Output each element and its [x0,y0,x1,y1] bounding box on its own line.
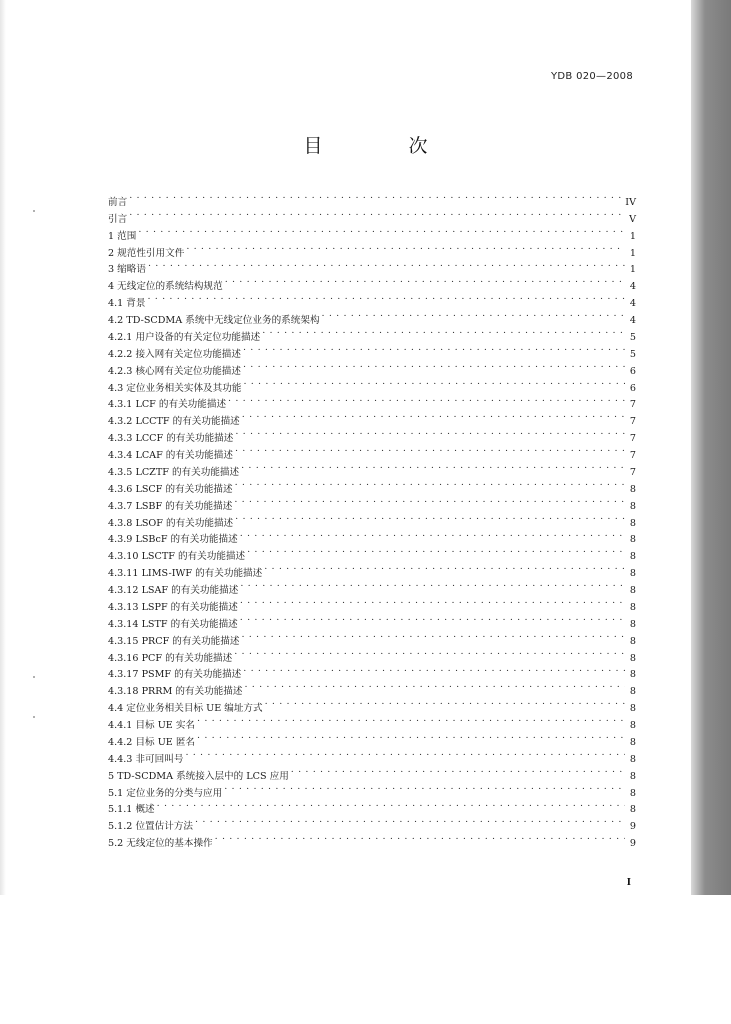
toc-entry-label: 4.2 TD-SCDMA 系统中无线定位业务的系统架构 [108,315,320,326]
toc-entry-label: 4.4 定位业务相关目标 UE 编址方式 [108,703,263,715]
toc-dot-leader [262,323,625,340]
toc-entry[interactable] [108,272,636,293]
toc-dot-leader [241,458,625,475]
toc-entry[interactable] [108,205,636,225]
document-code: YDB 020—2008 [551,71,633,82]
toc-entry-label: 4.4.1 目标 UE 实名 [108,720,196,731]
toc-entry-label: 4.3.14 LSTF 的有关功能描述 [108,618,238,630]
toc-entry-label: 5.2 无线定位的基本操作 [108,838,213,850]
toc-dot-leader [197,711,625,728]
toc-entry-label: 4.3.9 LSBcF 的有关功能描述 [108,534,238,546]
toc-entry-label: 4.3.2 LCCTF 的有关功能描述 [108,416,240,428]
toc-entry-label: 4.4.3 非可回叫号 [108,753,184,765]
scan-speck [33,716,35,718]
toc-entry-label: 4.3.6 LSCF 的有关功能描述 [108,483,233,495]
toc-entry-label: 4.1 背景 [108,298,146,310]
toc-dot-leader [186,239,625,256]
toc-entry-page: 8 [629,753,636,765]
toc-entry-label: 2 规范性引用文件 [108,247,185,259]
toc-dot-leader [235,475,625,492]
toc-dot-leader [148,289,626,306]
toc-entry-label: 4 无线定位的系统结构规范 [108,281,223,293]
toc-entry[interactable] [108,306,636,326]
toc-dot-leader [225,272,625,289]
toc-entry-label: 5.1.2 位置估计方法 [108,821,194,833]
toc-entry-label: 4.3.17 PSMF 的有关功能描述 [108,669,242,681]
toc-dot-leader [242,407,625,424]
toc-entry-label: 前言 [108,196,128,208]
toc-entry-page: 8 [629,787,636,799]
toc-entry-page: 7 [629,450,636,461]
toc-entry[interactable] [108,762,636,782]
toc-entry-page: 8 [629,483,636,495]
toc-dot-leader [243,357,625,374]
toc-entry-page: 4 [629,281,636,293]
toc-dot-leader [138,222,625,239]
toc-dot-leader [185,745,625,762]
toc-entry-page: 6 [629,365,636,377]
toc-entry-page: 8 [629,804,636,816]
toc-entry-label: 4.3.18 PRRM 的有关功能描述 [108,686,243,698]
toc-dot-leader [265,694,625,711]
toc-entry[interactable] [108,188,636,208]
toc-entry-page: 7 [629,433,636,445]
toc-dot-leader [264,559,625,576]
toc-dot-leader [240,593,625,610]
toc-dot-leader [234,492,625,509]
toc-entry-page: 8 [629,736,636,748]
toc-entry[interactable] [108,239,636,259]
table-of-contents [108,188,636,850]
toc-entry-page: 1 [629,264,636,276]
toc-entry-label: 4.2.1 用户设备的有关定位功能描述 [108,331,261,343]
toc-entry-label: 1 范围 [108,230,137,242]
toc-entry-label: 4.3.10 LSCTF 的有关功能描述 [108,551,246,563]
toc-dot-leader [243,661,625,678]
toc-dot-leader [243,340,625,357]
toc-dot-leader [148,256,625,273]
toc-entry-page: 8 [629,551,636,563]
toc-dot-leader [235,509,625,526]
toc-dot-leader [235,441,625,458]
toc-entry-label: 4.4.2 目标 UE 匿名 [108,736,196,748]
toc-entry-page: 8 [629,568,636,580]
toc-dot-leader [215,829,625,846]
toc-title: 目 次 [303,135,468,157]
toc-entry-page: 6 [629,382,636,394]
toc-entry-page: 9 [629,838,636,850]
toc-entry-page: 8 [629,703,636,715]
toc-entry-label: 引言 [108,213,128,225]
toc-entry-page: 8 [629,635,636,647]
toc-dot-leader [240,610,625,627]
toc-dot-leader [240,576,625,593]
toc-entry[interactable] [108,256,636,276]
toc-entry-label: 4.3.11 LIMS-IWF 的有关功能描述 [108,568,263,580]
toc-entry-label: 4.2.3 核心网有关定位功能描述 [108,365,241,377]
toc-entry-label: 4.3.13 LSPF 的有关功能描述 [108,601,238,613]
toc-entry-label: 4.3.4 LCAF 的有关功能描述 [108,450,233,461]
toc-entry-label: 4.3.8 LSOF 的有关功能描述 [108,517,234,529]
toc-entry-page: 1 [629,230,636,242]
toc-entry-page: 8 [629,534,636,546]
toc-entry-page: 8 [629,585,636,596]
toc-entry-page: 8 [629,669,636,681]
toc-dot-leader [157,796,625,813]
toc-entry-page: 9 [629,821,636,833]
toc-dot-leader [291,762,625,779]
toc-entry-page: 8 [629,770,636,782]
toc-entry-label: 5 TD-SCDMA 系统接入层中的 LCS 应用 [108,770,289,782]
toc-entry-label: 3 缩略语 [108,264,146,276]
toc-entry-label: 4.2.2 接入网有关定位功能描述 [108,348,241,360]
toc-dot-leader [129,188,622,205]
toc-entry-page: 4 [629,298,636,310]
toc-dot-leader [129,205,625,222]
toc-entry-label: 4.3.16 PCF 的有关功能描述 [108,652,233,664]
toc-entry-label: 4.3.3 LCCF 的有关功能描述 [108,433,234,445]
toc-dot-leader [195,812,625,829]
toc-entry[interactable] [108,289,636,310]
toc-entry[interactable] [108,745,636,765]
toc-entry[interactable] [108,812,636,833]
toc-dot-leader [197,728,625,745]
toc-dot-leader [241,627,625,644]
page-number: I [626,878,631,888]
toc-entry-page: 8 [629,686,636,698]
toc-entry-page: 4 [629,315,636,326]
toc-entry-label: 4.3.15 PRCF 的有关功能描述 [108,635,240,647]
toc-dot-leader [228,391,625,408]
toc-dot-leader [224,779,625,796]
toc-entry-label: 5.1.1 概述 [108,804,155,816]
toc-dot-leader [240,526,625,543]
toc-dot-leader [234,644,625,661]
scan-speck [33,210,35,212]
toc-entry-page: 7 [629,399,636,411]
toc-entry-label: 4.3.7 LSBF 的有关功能描述 [108,500,233,512]
scan-speck [33,676,35,678]
toc-entry-label: 4.3.5 LCZTF 的有关功能描述 [108,466,240,478]
toc-dot-leader [243,374,625,391]
toc-entry-label: 4.3.1 LCF 的有关功能描述 [108,399,227,411]
toc-entry-page: 5 [629,331,636,343]
toc-entry-page: 8 [629,517,636,529]
toc-entry-page: 8 [629,618,636,630]
toc-entry-page: 1 [629,247,636,259]
toc-entry-page: IV [625,196,636,208]
toc-entry-page: 8 [629,500,636,512]
toc-entry-label: 4.3.12 LSAF 的有关功能描述 [108,585,239,596]
toc-entry[interactable] [108,222,636,242]
toc-dot-leader [247,542,625,559]
toc-dot-leader [235,424,625,441]
toc-entry-page: 7 [629,466,636,478]
toc-entry-page: 8 [629,652,636,664]
toc-entry-page: 5 [629,348,636,360]
toc-entry-page: 8 [629,601,636,613]
toc-dot-leader [322,306,625,323]
toc-entry-page: 7 [629,416,636,428]
toc-entry-label: 5.1 定位业务的分类与应用 [108,787,223,799]
toc-entry[interactable] [108,796,636,816]
toc-entry-page: V [629,213,636,225]
toc-entry-page: 8 [629,720,636,731]
toc-entry-label: 4.3 定位业务相关实体及其功能 [108,382,242,394]
toc-dot-leader [245,677,626,694]
